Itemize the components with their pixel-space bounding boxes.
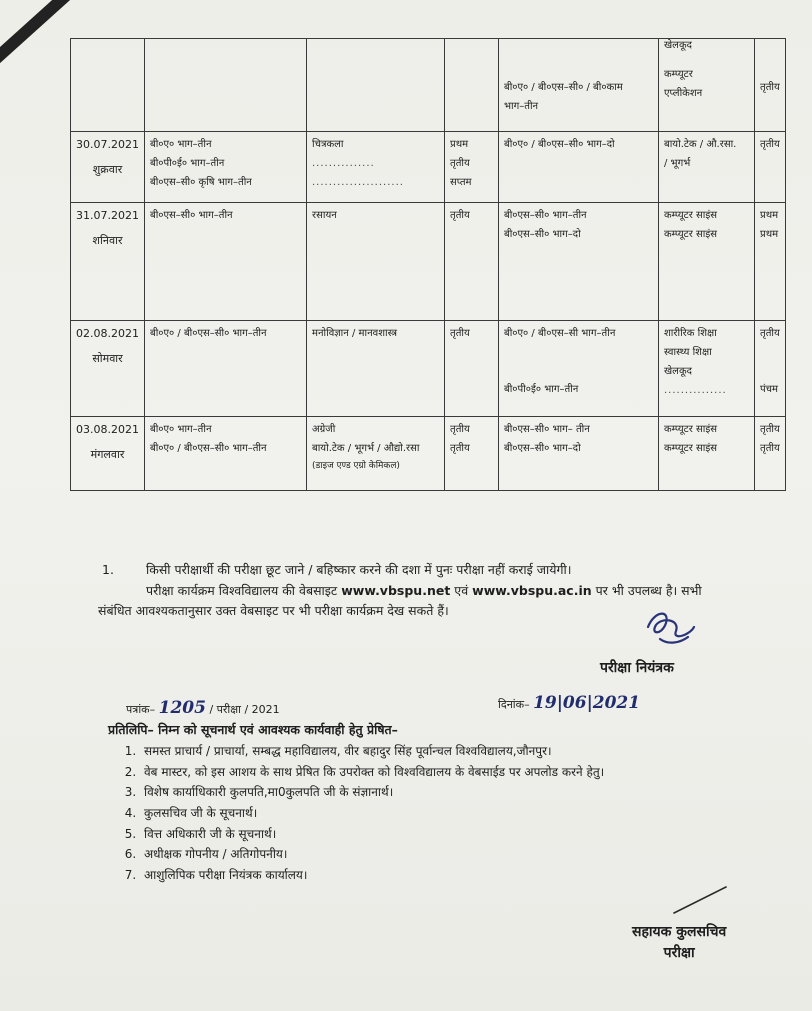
cell-line: तृतीय	[760, 139, 780, 151]
subject-cell-2	[659, 321, 755, 417]
table-row	[71, 417, 786, 491]
list-item: 1. समस्त प्राचार्य / प्राचार्या, सम्बद्ध महाविद्यालय, वीर बहादुर सिंह पूर्वान्चल विश्वविद्यालय,जौनपुर।	[140, 741, 800, 762]
signature-stroke	[670, 885, 730, 915]
cell-line: तृतीय	[450, 424, 470, 436]
cell-line: ...............	[664, 385, 727, 397]
subject-cell	[307, 321, 445, 417]
subject-cell-2	[659, 202, 755, 320]
cell-line: कम्प्यूटर	[664, 69, 693, 80]
paper-cell	[445, 321, 499, 417]
ref-suffix: / परीक्षा / 2021	[209, 703, 280, 716]
paper-cell-2	[755, 202, 786, 320]
cell-line: प्रथम	[760, 209, 779, 221]
cell-line: प्रथम	[760, 228, 779, 240]
cell-line: कम्प्यूटर साइंस	[664, 424, 718, 436]
cell-line: तृतीय	[450, 158, 470, 170]
table-row	[71, 132, 786, 203]
subject-cell-2	[659, 417, 755, 491]
note-line: किसी परीक्षार्थी की परीक्षा छूट जाने / बहिष्कार करने की दशा में पुनः परीक्षा नहीं कराई जायेगी।	[146, 562, 572, 577]
note-number: 1.	[102, 562, 114, 577]
exam-date: 02.08.2021	[76, 327, 139, 341]
course-cell	[145, 417, 307, 491]
signatory-line: परीक्षा	[663, 945, 695, 961]
table-row	[71, 202, 786, 320]
course-cell-2	[499, 321, 659, 417]
signatory-line: सहायक कुलसचिव	[632, 924, 727, 940]
cell-line: शारीरिक शिक्षा	[664, 328, 717, 340]
note-text: पर भी उपलब्ध है। सभी	[595, 582, 702, 598]
course-cell	[145, 202, 307, 320]
copy-list	[108, 741, 800, 885]
ref-number: 1205	[158, 698, 206, 718]
cell-line: एप्लीकेशन	[664, 88, 703, 99]
cell-line: कम्प्यूटर साइंस	[664, 209, 718, 221]
paper-cell-2	[755, 132, 786, 203]
cell-line: बी०ए० / बी०एस–सी० भाग–तीन	[150, 328, 267, 340]
cell-line: बी०ए० / बी०एस–सी भाग–तीन	[504, 328, 616, 340]
cell-line: बी०एस–सी० भाग–दो	[504, 443, 581, 455]
cell-line: पंचम	[760, 384, 779, 396]
cell-line: ......................	[312, 177, 404, 189]
exam-day: मंगलवार	[90, 448, 125, 462]
assistant-registrar-title	[632, 922, 726, 964]
copy-heading: प्रतिलिपि– निम्न को सूचनार्थ एवं आवश्यक कार्यवाही हेतु प्रेषित–	[108, 722, 398, 737]
list-item: 3. विशेष कार्याधिकारी कुलपति,मा0कुलपति जी के संज्ञानार्थ।	[140, 782, 800, 803]
paper-cell-2	[755, 321, 786, 417]
cell-line: रसायन	[312, 209, 337, 221]
subject-cell	[307, 202, 445, 320]
cell-line: बी०एस–सी० भाग–तीन	[504, 209, 587, 221]
ref-prefix: पत्रांक–	[126, 703, 156, 716]
cell-line: बी०एस–सी० भाग–दो	[504, 228, 581, 240]
subject-cell-2	[659, 132, 755, 203]
exam-date: 30.07.2021	[76, 138, 139, 152]
cell-line: बी०पी०ई० भाग–तीन	[504, 384, 579, 396]
cell-line: बी०ए० / बी०एस–सी० भाग–दो	[504, 139, 615, 151]
cell-line: सप्तम	[450, 177, 472, 189]
table-row	[71, 321, 786, 417]
course-cell-2	[499, 39, 659, 132]
website-link[interactable]: www.vbspu.ac.in	[472, 582, 592, 598]
signature-mark	[640, 605, 700, 655]
exam-controller-title: परीक्षा नियंत्रक	[600, 660, 674, 676]
exam-day: सोमवार	[92, 351, 123, 365]
subject-cell	[307, 39, 445, 132]
website-link[interactable]: www.vbspu.net	[341, 582, 451, 598]
note-text: परीक्षा कार्यक्रम विश्वविद्यालय की वेबसाइट	[146, 582, 338, 598]
course-cell-2	[499, 132, 659, 203]
cell-line: / भूगर्भ	[664, 158, 691, 170]
cell-line: बायो.टेक / औ.रसा.	[664, 139, 737, 151]
cell-line: तृतीय	[450, 328, 470, 340]
cell-line: (डाइज एण्ड एग्रो केमिकल)	[312, 461, 400, 472]
cell-line: खेलकूद	[664, 366, 692, 378]
date-label: दिनांक–	[498, 698, 530, 711]
cell-line: भाग–तीन	[504, 101, 539, 112]
cell-line: कम्प्यूटर साइंस	[664, 228, 718, 240]
scan-edge-mark	[0, 0, 79, 73]
reference-date	[498, 693, 640, 713]
cell-line: तृतीय	[760, 328, 780, 340]
cell-line: बी०पी०ई० भाग–तीन	[150, 158, 225, 170]
course-cell-2	[499, 202, 659, 320]
cell-line: बी०ए० / बी०एस–सी० भाग–तीन	[150, 443, 267, 455]
exam-day: शुक्रवार	[92, 162, 123, 176]
cell-line: बी०ए० भाग–तीन	[150, 139, 212, 151]
reference-number	[126, 698, 280, 718]
date-cell	[71, 39, 145, 132]
cell-line: तृतीय	[450, 209, 470, 221]
cell-line: तृतीय	[760, 82, 780, 93]
list-item: 6. अधीक्षक गोपनीय / अतिगोपनीय।	[140, 844, 800, 865]
cell-line: बी०एस–सी० कृषि भाग–तीन	[150, 177, 252, 189]
subject-cell	[307, 132, 445, 203]
cell-line: तृतीय	[450, 443, 470, 455]
date-cell	[71, 202, 145, 320]
cell-line: बी०ए० / बी०एस–सी० / बी०काम	[504, 82, 623, 93]
cell-line: तृतीय	[760, 443, 780, 455]
date-value: 19|06|2021	[533, 693, 641, 713]
course-cell	[145, 321, 307, 417]
cell-line: स्वास्थ्य शिक्षा	[664, 347, 712, 359]
date-cell	[71, 417, 145, 491]
date-cell	[71, 321, 145, 417]
paper-cell	[445, 132, 499, 203]
paper-cell	[445, 39, 499, 132]
exam-date: 03.08.2021	[76, 423, 139, 437]
course-cell	[145, 39, 307, 132]
list-item: 7. आशुलिपिक परीक्षा नियंत्रक कार्यालय।	[140, 865, 800, 886]
exam-date: 31.07.2021	[76, 208, 139, 222]
cell-line: ...............	[312, 158, 375, 170]
cell-line: चित्रकला	[312, 139, 344, 151]
cell-line: बायो.टेक / भूगर्भ / औद्यो.रसा	[312, 443, 420, 455]
list-item: 5. वित्त अधिकारी जी के सूचनार्थ।	[140, 824, 800, 845]
cell-line: बी०एस–सी० भाग–तीन	[150, 209, 233, 221]
cell-line: बी०ए० भाग–तीन	[150, 424, 212, 436]
list-item: 2. वेब मास्टर, को इस आशय के साथ प्रेषित कि उपरोक्त को विश्वविद्यालय के वेबसाईड पर अपलोड करने हेतु।	[140, 762, 800, 783]
paper-cell	[445, 202, 499, 320]
cell-line: अग्रेजी	[312, 424, 336, 436]
subject-cell	[307, 417, 445, 491]
cell-line: खेलकूद	[664, 40, 692, 51]
cell-line: मनोविज्ञान / मानवशास्त्र	[312, 328, 398, 340]
date-cell	[71, 132, 145, 203]
exam-schedule-table	[70, 38, 786, 491]
paper-cell-2	[755, 39, 786, 132]
subject-cell-2	[659, 39, 755, 132]
exam-day: शनिवार	[92, 233, 123, 247]
note-line: संबंधित आवश्यकतानुसार उक्त वेबसाइट पर भी परीक्षा कार्यक्रम देख सकते हैं।	[98, 603, 449, 619]
course-cell	[145, 132, 307, 203]
cell-line: कम्प्यूटर साइंस	[664, 443, 718, 455]
note-line	[102, 581, 782, 602]
table-row	[71, 39, 786, 132]
cell-line: तृतीय	[760, 424, 780, 436]
course-cell-2	[499, 417, 659, 491]
cell-line: बी०एस–सी० भाग– तीन	[504, 424, 590, 436]
list-item: 4. कुलसचिव जी के सूचनार्थ।	[140, 803, 800, 824]
cell-line: प्रथम	[450, 139, 469, 151]
paper-cell-2	[755, 417, 786, 491]
note-text: एवं	[454, 582, 469, 598]
paper-cell	[445, 417, 499, 491]
